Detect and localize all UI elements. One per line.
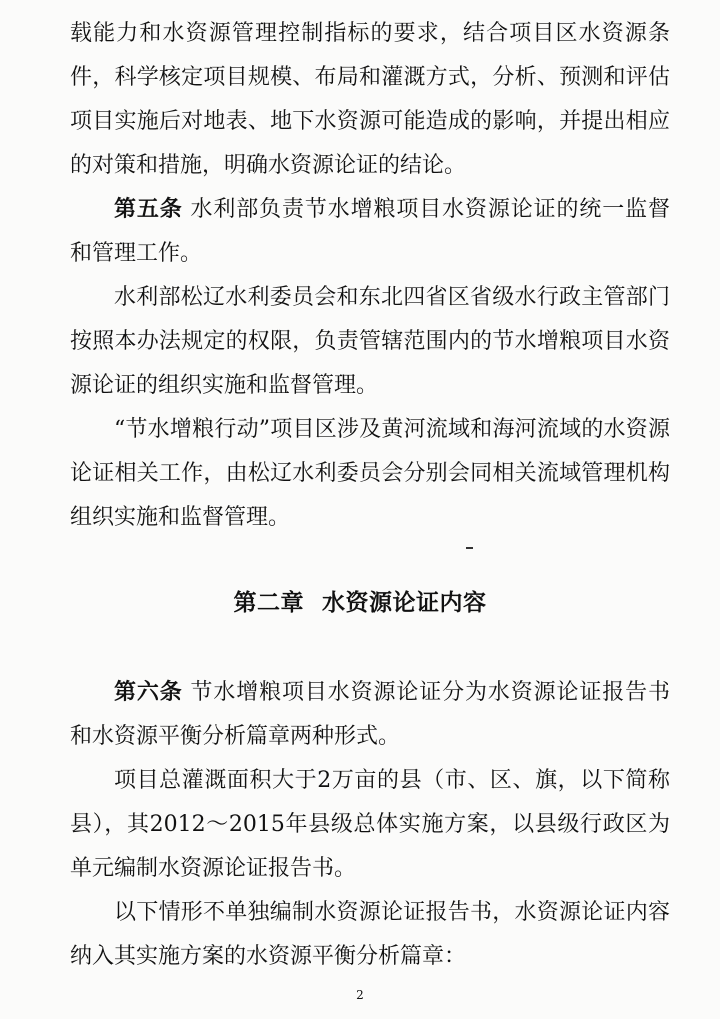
article-5-paragraph bbox=[70, 188, 670, 276]
article-6-label: 第六条 bbox=[114, 680, 183, 705]
chapter-heading bbox=[0, 588, 720, 618]
article-6-text: 节水增粮项目水资源论证分为水资源论证报告书和水资源平衡分析篇章两种形式。 bbox=[70, 680, 670, 749]
paragraph-report-requirement: 项目总灌溉面积大于2万亩的县（市、区、旗，以下简称县），其2012～2015年县级总体实施方案，以县级行政区为单元编制水资源论证报告书。 bbox=[70, 768, 670, 881]
paragraph-basin-coordination: “节水增粮行动”项目区涉及黄河流域和海河流域的水资源论证相关工作，由松辽水利委员会分别会同相关流域管理机构组织实施和监督管理。 bbox=[70, 417, 670, 530]
article-5-label: 第五条 bbox=[114, 197, 183, 222]
article-5-text: 水利部负责节水增粮项目水资源论证的统一监督和管理工作。 bbox=[70, 197, 670, 266]
stray-mark bbox=[466, 547, 473, 549]
page-number: 2 bbox=[356, 988, 364, 1002]
article-6-paragraph bbox=[70, 671, 670, 759]
paragraph-songliao-commission: 水利部松辽水利委员会和东北四省区省级水行政主管部门按照本办法规定的权限，负责管辖范围内的节水增粮项目水资源论证的组织实施和监督管理。 bbox=[70, 285, 670, 398]
chapter-title: 水资源论证内容 bbox=[322, 590, 487, 616]
chapter-number: 第二章 bbox=[233, 590, 304, 616]
paragraph-exceptions: 以下情形不单独编制水资源论证报告书，水资源论证内容纳入其实施方案的水资源平衡分析篇章： bbox=[70, 900, 670, 969]
paragraph-continuation: 载能力和水资源管理控制指标的要求，结合项目区水资源条件，科学核定项目规模、布局和灌溉方式，分析、预测和评估项目实施后对地表、地下水资源可能造成的影响，并提出相应的对策和措施，明确水资源论证的结论。 bbox=[70, 21, 670, 178]
